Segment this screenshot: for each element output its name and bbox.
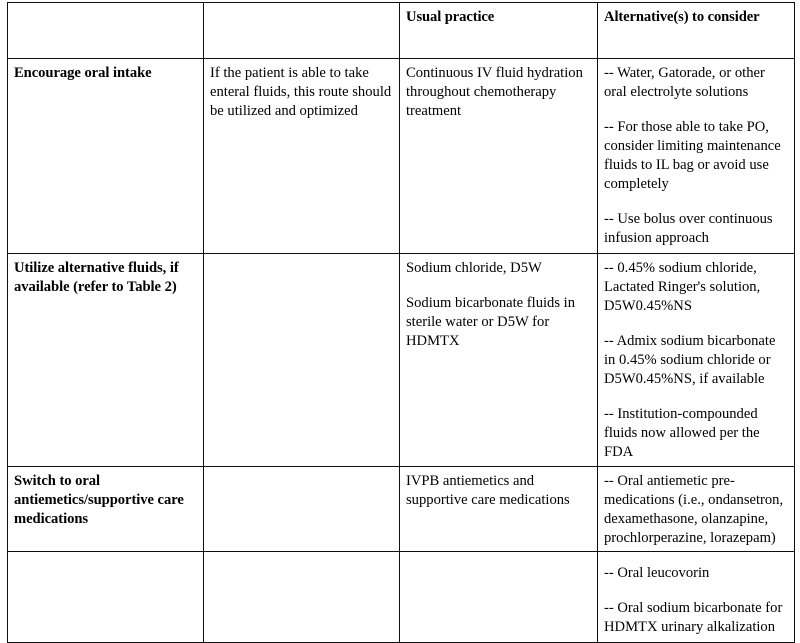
- table-row: [8, 253, 795, 467]
- table-row: [8, 59, 795, 254]
- cell-paragraph: Sodium chloride, D5W: [406, 259, 542, 276]
- row-strategy-cell: [8, 552, 204, 564]
- row-strategy-cell: [8, 59, 204, 254]
- table-row: [8, 552, 795, 564]
- row-usual-practice-cell: [400, 59, 598, 254]
- column-header-strategy: [8, 3, 204, 59]
- column-header-alternatives: [598, 3, 795, 59]
- row-strategy-label: Encourage oral intake: [14, 65, 152, 81]
- cell-bullet: -- Use bolus over continuous infusion approach: [604, 210, 773, 246]
- row-usual-practice-cell: [400, 552, 598, 564]
- clipped-row-table: [7, 551, 794, 563]
- clinical-strategies-table: [7, 2, 795, 643]
- cell-bullet: -- Institution-compounded fluids now allowed per the FDA: [604, 405, 760, 460]
- row-alternatives-cell: [598, 59, 795, 254]
- column-header-rationale: [204, 3, 400, 59]
- cell-paragraph: IVPB antiemetics and supportive care medications: [406, 473, 570, 509]
- cell-paragraph: If the patient is able to take enteral fluids, this route should be utilized and optimized: [210, 65, 392, 119]
- cell-bullet: -- Oral leucovorin: [604, 565, 710, 582]
- row-usual-practice-cell: [400, 253, 598, 467]
- row-strategy-label: Utilize alternative fluids, if available (refer to Table 2): [14, 259, 179, 295]
- row-strategy-cell: [8, 253, 204, 467]
- cell-bullet: -- Oral sodium bicarbonate for HDMTX urinary alkalization: [604, 600, 783, 636]
- cell-bullet: -- Water, Gatorade, or other oral electrolyte solutions: [604, 65, 765, 100]
- row-alternatives-cell: [598, 253, 795, 467]
- cell-bullet: -- Oral antiemetic pre-medications (i.e., ondansetron, dexamethasone, olanzapine, prochlorperazine, lorazepam): [604, 473, 784, 547]
- row-rationale-cell: [204, 59, 400, 254]
- table-header-row: [8, 3, 795, 59]
- column-header-usual-practice-label: Usual practice: [406, 9, 495, 25]
- row-strategy-label: Switch to oral antiemetics/supportive care medications: [14, 473, 184, 528]
- row-alternatives-cell: [598, 552, 795, 564]
- cell-paragraph: Continuous IV fluid hydration throughout chemotherapy treatment: [406, 65, 583, 119]
- column-header-alternatives-label: Alternative(s) to consider: [604, 9, 760, 25]
- column-header-usual-practice: [400, 3, 598, 59]
- cell-paragraph: Sodium bicarbonate fluids in sterile water or D5W for HDMTX: [406, 294, 576, 349]
- cell-bullet: -- Admix sodium bicarbonate in 0.45% sodium chloride or D5W0.45%NS, if available: [604, 332, 776, 387]
- cell-bullet: -- 0.45% sodium chloride, Lactated Ringer's solution, D5W0.45%NS: [604, 259, 761, 314]
- row-rationale-cell: [204, 552, 400, 564]
- table-next-row-clipped: [7, 551, 794, 563]
- row-rationale-cell: [204, 253, 400, 467]
- cell-bullet: -- For those able to take PO, consider limiting maintenance fluids to IL bag or avoid use completely: [604, 118, 781, 192]
- table-header: [8, 3, 795, 59]
